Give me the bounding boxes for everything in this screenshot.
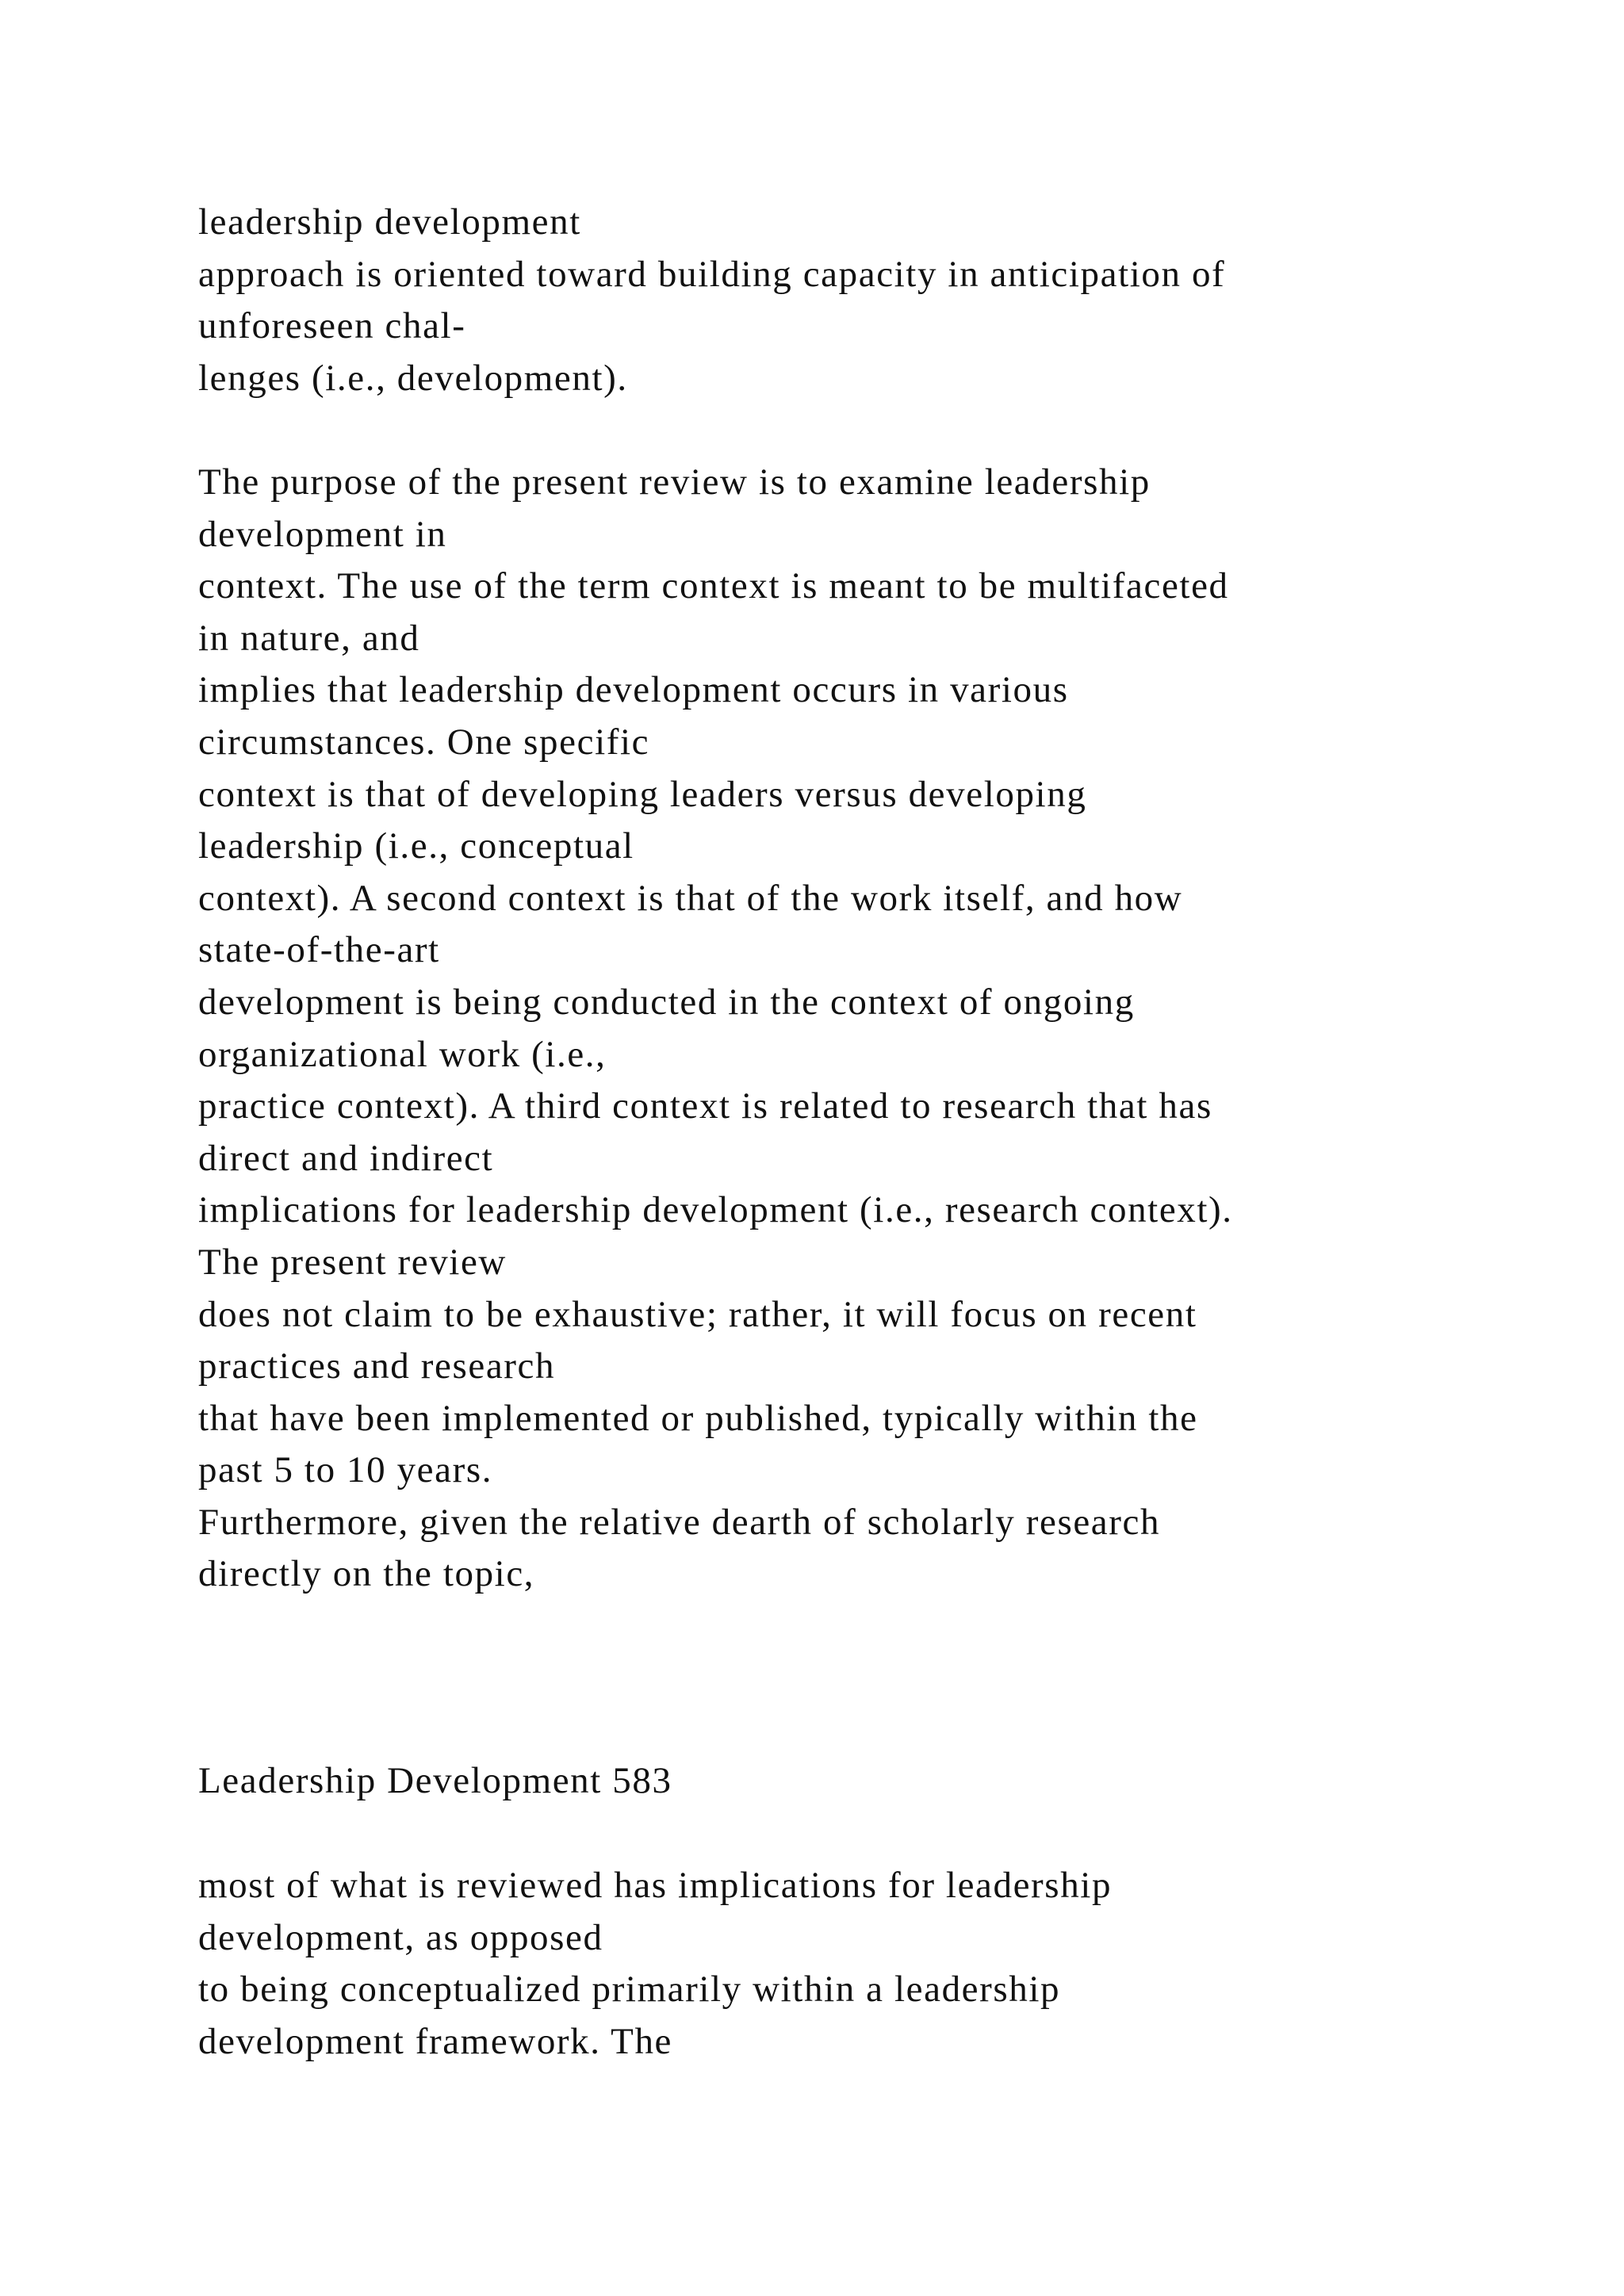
- text-line: approach is oriented toward building capacity in anticipation of: [198, 253, 1226, 295]
- paragraph-continuation: [198, 1860, 1546, 2068]
- running-header-text: Leadership Development 583: [198, 1760, 672, 1801]
- text-line: development in: [198, 513, 447, 555]
- text-line: leadership (i.e., conceptual: [198, 825, 634, 867]
- text-line: practice context). A third context is related to research that has: [198, 1085, 1212, 1127]
- text-line: context). A second context is that of the work itself, and how: [198, 877, 1183, 919]
- text-line: most of what is reviewed has implications for leadership: [198, 1865, 1113, 1906]
- text-line: practices and research: [198, 1345, 556, 1387]
- text-line: The present review: [198, 1241, 507, 1283]
- text-line: lenges (i.e., development).: [198, 357, 628, 399]
- text-line: that have been implemented or published, typically within the: [198, 1397, 1198, 1439]
- text-line: organizational work (i.e.,: [198, 1033, 607, 1075]
- text-line: context. The use of the term context is meant to be multifaceted: [198, 565, 1229, 607]
- text-line: The purpose of the present review is to examine leadership: [198, 461, 1151, 503]
- text-line: development is being conducted in the context of ongoing: [198, 981, 1135, 1023]
- text-line: leadership development: [198, 201, 581, 243]
- text-line: in nature, and: [198, 617, 420, 659]
- text-line: development framework. The: [198, 2020, 673, 2062]
- text-line: circumstances. One specific: [198, 721, 650, 763]
- text-line: directly on the topic,: [198, 1553, 535, 1595]
- text-line: implies that leadership development occurs in various: [198, 669, 1069, 711]
- text-line: Furthermore, given the relative dearth of scholarly research: [198, 1501, 1161, 1543]
- text-line: direct and indirect: [198, 1137, 494, 1179]
- text-line: to being conceptualized primarily within a leadership: [198, 1969, 1061, 2011]
- text-line: context is that of developing leaders versus developing: [198, 773, 1087, 815]
- paragraph-intro-continuation: [198, 197, 1546, 404]
- text-line: past 5 to 10 years.: [198, 1449, 493, 1491]
- text-line: does not claim to be exhaustive; rather, it will focus on recent: [198, 1293, 1197, 1335]
- text-line: implications for leadership development (i.e., research context).: [198, 1189, 1233, 1231]
- text-line: unforeseen chal-: [198, 305, 466, 347]
- text-line: state-of-the-art: [198, 929, 440, 971]
- paragraph-purpose: [198, 457, 1546, 1601]
- running-header: [198, 1755, 1546, 1808]
- text-line: development, as opposed: [198, 1916, 603, 1958]
